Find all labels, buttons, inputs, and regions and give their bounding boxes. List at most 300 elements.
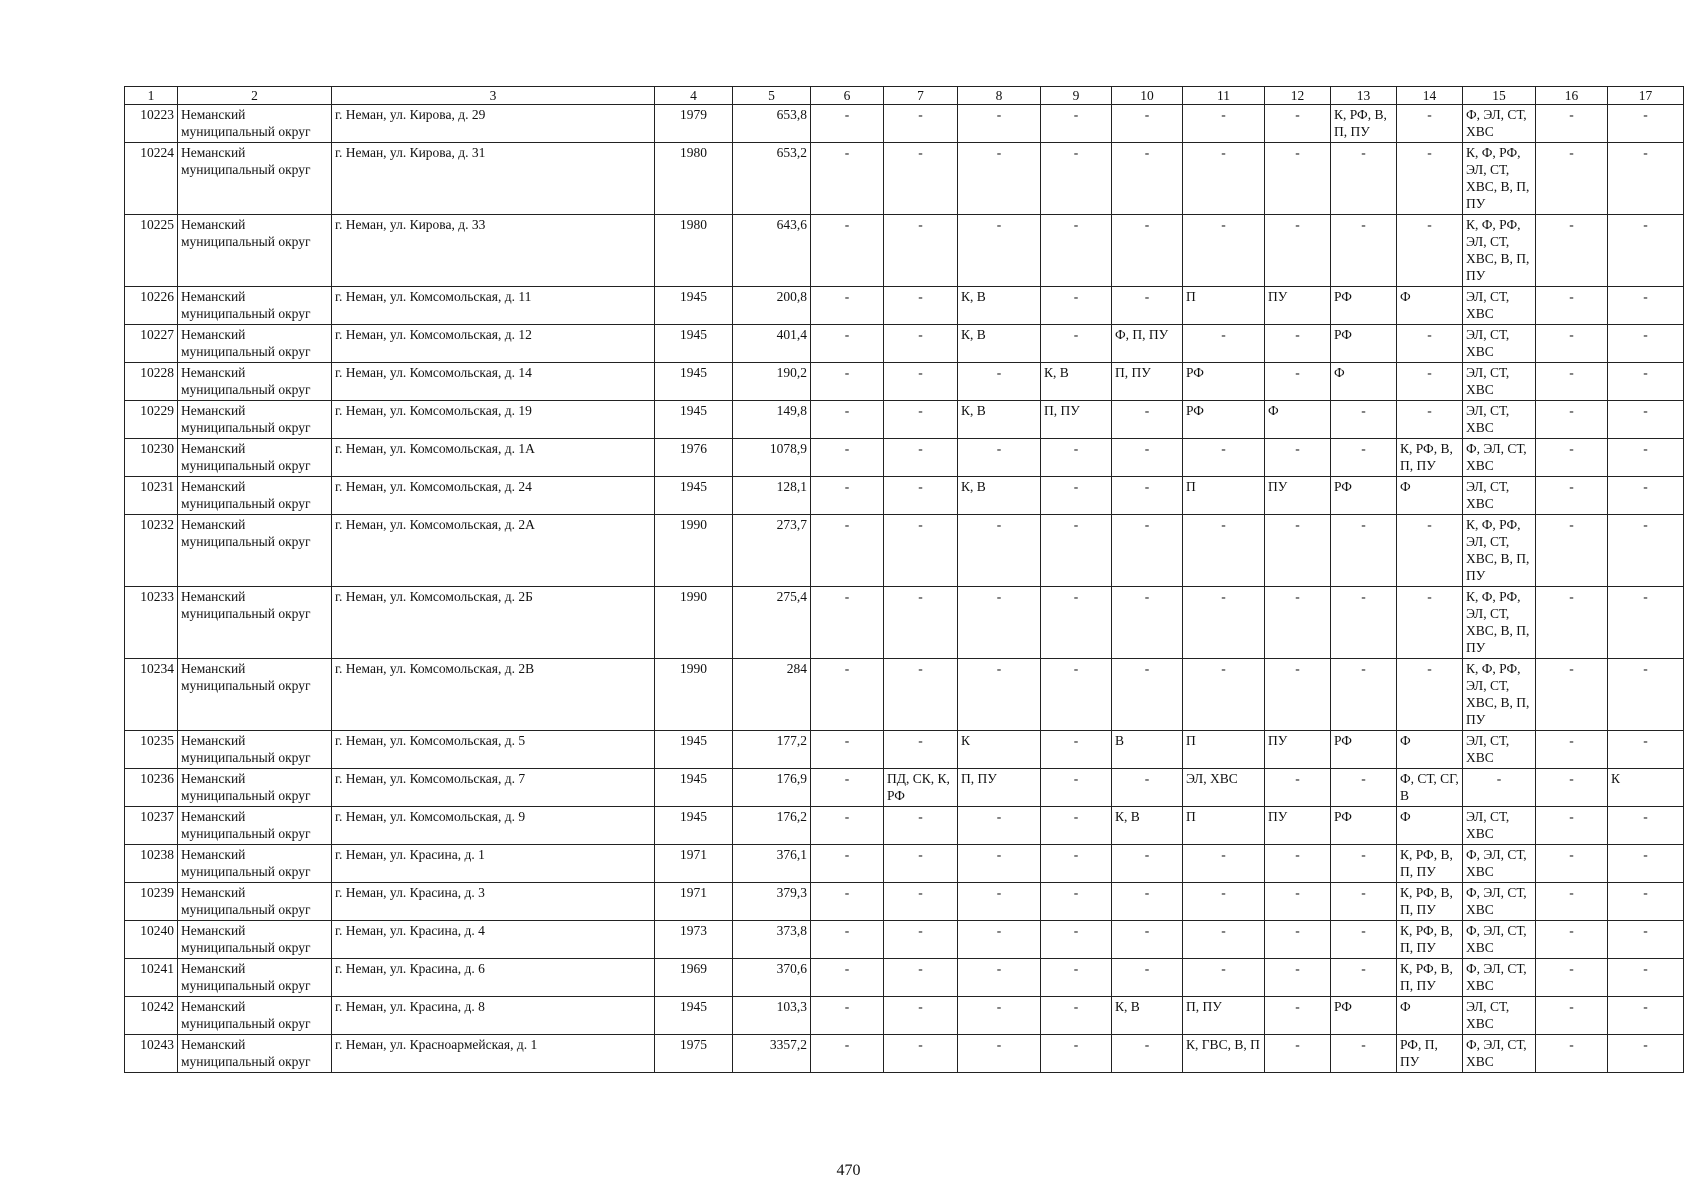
column-number-10: 10	[1112, 87, 1183, 105]
cell-col-16: -	[1536, 143, 1608, 215]
cell-col-3: г. Неман, ул. Кирова, д. 29	[332, 105, 655, 143]
cell-col-12: -	[1265, 105, 1331, 143]
cell-col-14: К, РФ, В, П, ПУ	[1397, 959, 1463, 997]
cell-col-2: Неманский муниципальный округ	[178, 105, 332, 143]
column-number-9: 9	[1041, 87, 1112, 105]
cell-col-7: -	[884, 959, 958, 997]
cell-col-15: ЭЛ, СТ, ХВС	[1463, 477, 1536, 515]
cell-col-6: -	[811, 325, 884, 363]
cell-col-17: -	[1608, 477, 1684, 515]
cell-col-12: -	[1265, 769, 1331, 807]
cell-col-15: ЭЛ, СТ, ХВС	[1463, 997, 1536, 1035]
cell-col-12: -	[1265, 1035, 1331, 1073]
cell-col-3: г. Неман, ул. Комсомольская, д. 24	[332, 477, 655, 515]
cell-col-9: -	[1041, 143, 1112, 215]
cell-col-5: 176,9	[733, 769, 811, 807]
cell-col-14: К, РФ, В, П, ПУ	[1397, 883, 1463, 921]
cell-col-11: -	[1183, 105, 1265, 143]
cell-col-8: -	[958, 659, 1041, 731]
cell-col-11: ЭЛ, ХВС	[1183, 769, 1265, 807]
cell-col-4: 1945	[655, 997, 733, 1035]
cell-col-7: -	[884, 659, 958, 731]
column-number-2: 2	[178, 87, 332, 105]
cell-col-6: -	[811, 807, 884, 845]
cell-col-10: -	[1112, 769, 1183, 807]
cell-col-13: РФ	[1331, 477, 1397, 515]
cell-col-9: -	[1041, 439, 1112, 477]
cell-col-6: -	[811, 287, 884, 325]
cell-col-3: г. Неман, ул. Комсомольская, д. 2А	[332, 515, 655, 587]
document-sheet	[124, 86, 1683, 1073]
cell-col-3: г. Неман, ул. Комсомольская, д. 7	[332, 769, 655, 807]
cell-col-1: 10223	[125, 105, 178, 143]
cell-col-10: -	[1112, 959, 1183, 997]
cell-col-5: 103,3	[733, 997, 811, 1035]
cell-col-7: -	[884, 997, 958, 1035]
cell-col-16: -	[1536, 515, 1608, 587]
cell-col-6: -	[811, 769, 884, 807]
cell-col-9: -	[1041, 845, 1112, 883]
column-number-4: 4	[655, 87, 733, 105]
cell-col-10: -	[1112, 921, 1183, 959]
cell-col-10: -	[1112, 587, 1183, 659]
cell-col-7: -	[884, 515, 958, 587]
cell-col-9: -	[1041, 883, 1112, 921]
cell-col-15: Ф, ЭЛ, СТ, ХВС	[1463, 105, 1536, 143]
table-row	[125, 959, 1684, 997]
cell-col-5: 275,4	[733, 587, 811, 659]
cell-col-6: -	[811, 477, 884, 515]
table-row	[125, 731, 1684, 769]
cell-col-1: 10228	[125, 363, 178, 401]
cell-col-6: -	[811, 363, 884, 401]
cell-col-12: Ф	[1265, 401, 1331, 439]
cell-col-8: -	[958, 921, 1041, 959]
cell-col-5: 177,2	[733, 731, 811, 769]
column-number-14: 14	[1397, 87, 1463, 105]
cell-col-2: Неманский муниципальный округ	[178, 325, 332, 363]
cell-col-5: 373,8	[733, 921, 811, 959]
cell-col-15: К, Ф, РФ, ЭЛ, СТ, ХВС, В, П, ПУ	[1463, 515, 1536, 587]
cell-col-12: -	[1265, 515, 1331, 587]
cell-col-12: -	[1265, 325, 1331, 363]
cell-col-14: К, РФ, В, П, ПУ	[1397, 439, 1463, 477]
cell-col-8: -	[958, 587, 1041, 659]
cell-col-15: -	[1463, 769, 1536, 807]
cell-col-13: -	[1331, 769, 1397, 807]
cell-col-7: ПД, СК, К, РФ	[884, 769, 958, 807]
cell-col-2: Неманский муниципальный округ	[178, 1035, 332, 1073]
cell-col-13: -	[1331, 921, 1397, 959]
cell-col-17: -	[1608, 143, 1684, 215]
cell-col-7: -	[884, 401, 958, 439]
cell-col-12: -	[1265, 143, 1331, 215]
cell-col-1: 10239	[125, 883, 178, 921]
cell-col-5: 176,2	[733, 807, 811, 845]
cell-col-8: -	[958, 807, 1041, 845]
cell-col-13: -	[1331, 143, 1397, 215]
table-row	[125, 883, 1684, 921]
cell-col-3: г. Неман, ул. Комсомольская, д. 12	[332, 325, 655, 363]
cell-col-16: -	[1536, 215, 1608, 287]
cell-col-2: Неманский муниципальный округ	[178, 143, 332, 215]
cell-col-11: П	[1183, 287, 1265, 325]
cell-col-2: Неманский муниципальный округ	[178, 363, 332, 401]
cell-col-11: П	[1183, 477, 1265, 515]
table-row	[125, 845, 1684, 883]
cell-col-11: -	[1183, 515, 1265, 587]
cell-col-1: 10243	[125, 1035, 178, 1073]
cell-col-8: -	[958, 845, 1041, 883]
cell-col-11: -	[1183, 883, 1265, 921]
cell-col-15: ЭЛ, СТ, ХВС	[1463, 731, 1536, 769]
cell-col-12: -	[1265, 587, 1331, 659]
cell-col-14: -	[1397, 659, 1463, 731]
cell-col-3: г. Неман, ул. Красноармейская, д. 1	[332, 1035, 655, 1073]
cell-col-12: ПУ	[1265, 477, 1331, 515]
cell-col-17: -	[1608, 287, 1684, 325]
cell-col-6: -	[811, 439, 884, 477]
cell-col-11: К, ГВС, В, П	[1183, 1035, 1265, 1073]
cell-col-6: -	[811, 883, 884, 921]
cell-col-8: -	[958, 143, 1041, 215]
cell-col-13: РФ	[1331, 731, 1397, 769]
cell-col-15: Ф, ЭЛ, СТ, ХВС	[1463, 883, 1536, 921]
cell-col-5: 653,8	[733, 105, 811, 143]
cell-col-5: 149,8	[733, 401, 811, 439]
cell-col-4: 1945	[655, 769, 733, 807]
cell-col-7: -	[884, 587, 958, 659]
cell-col-11: П	[1183, 807, 1265, 845]
cell-col-10: -	[1112, 105, 1183, 143]
cell-col-8: К	[958, 731, 1041, 769]
cell-col-10: -	[1112, 1035, 1183, 1073]
cell-col-5: 370,6	[733, 959, 811, 997]
cell-col-15: К, Ф, РФ, ЭЛ, СТ, ХВС, В, П, ПУ	[1463, 215, 1536, 287]
cell-col-14: РФ, П, ПУ	[1397, 1035, 1463, 1073]
cell-col-7: -	[884, 215, 958, 287]
cell-col-5: 1078,9	[733, 439, 811, 477]
cell-col-3: г. Неман, ул. Комсомольская, д. 11	[332, 287, 655, 325]
cell-col-15: Ф, ЭЛ, СТ, ХВС	[1463, 845, 1536, 883]
cell-col-16: -	[1536, 659, 1608, 731]
cell-col-8: -	[958, 105, 1041, 143]
cell-col-12: ПУ	[1265, 731, 1331, 769]
cell-col-9: К, В	[1041, 363, 1112, 401]
cell-col-14: -	[1397, 325, 1463, 363]
cell-col-8: -	[958, 215, 1041, 287]
cell-col-6: -	[811, 731, 884, 769]
cell-col-1: 10235	[125, 731, 178, 769]
cell-col-12: -	[1265, 883, 1331, 921]
cell-col-1: 10229	[125, 401, 178, 439]
cell-col-14: -	[1397, 587, 1463, 659]
cell-col-2: Неманский муниципальный округ	[178, 807, 332, 845]
cell-col-7: -	[884, 105, 958, 143]
cell-col-8: К, В	[958, 477, 1041, 515]
cell-col-4: 1945	[655, 363, 733, 401]
cell-col-13: -	[1331, 883, 1397, 921]
page-number: 470	[836, 1162, 861, 1179]
cell-col-11: -	[1183, 325, 1265, 363]
cell-col-17: -	[1608, 401, 1684, 439]
cell-col-3: г. Неман, ул. Красина, д. 4	[332, 921, 655, 959]
cell-col-3: г. Неман, ул. Красина, д. 8	[332, 997, 655, 1035]
cell-col-13: -	[1331, 215, 1397, 287]
cell-col-1: 10230	[125, 439, 178, 477]
cell-col-13: -	[1331, 515, 1397, 587]
cell-col-15: ЭЛ, СТ, ХВС	[1463, 325, 1536, 363]
cell-col-5: 273,7	[733, 515, 811, 587]
cell-col-13: РФ	[1331, 997, 1397, 1035]
cell-col-16: -	[1536, 921, 1608, 959]
cell-col-4: 1980	[655, 143, 733, 215]
housing-register-table	[124, 86, 1684, 1073]
cell-col-4: 1980	[655, 215, 733, 287]
cell-col-14: -	[1397, 515, 1463, 587]
cell-col-12: -	[1265, 997, 1331, 1035]
cell-col-4: 1945	[655, 807, 733, 845]
cell-col-13: -	[1331, 845, 1397, 883]
cell-col-1: 10225	[125, 215, 178, 287]
cell-col-17: -	[1608, 883, 1684, 921]
cell-col-6: -	[811, 215, 884, 287]
cell-col-11: -	[1183, 215, 1265, 287]
cell-col-1: 10224	[125, 143, 178, 215]
cell-col-14: К, РФ, В, П, ПУ	[1397, 921, 1463, 959]
cell-col-2: Неманский муниципальный округ	[178, 477, 332, 515]
cell-col-2: Неманский муниципальный округ	[178, 215, 332, 287]
cell-col-16: -	[1536, 1035, 1608, 1073]
cell-col-13: -	[1331, 439, 1397, 477]
cell-col-13: РФ	[1331, 325, 1397, 363]
cell-col-13: -	[1331, 959, 1397, 997]
cell-col-6: -	[811, 401, 884, 439]
cell-col-7: -	[884, 845, 958, 883]
cell-col-8: -	[958, 363, 1041, 401]
cell-col-2: Неманский муниципальный округ	[178, 845, 332, 883]
table-row	[125, 515, 1684, 587]
cell-col-4: 1990	[655, 659, 733, 731]
table-row	[125, 1035, 1684, 1073]
cell-col-10: В	[1112, 731, 1183, 769]
table-row	[125, 105, 1684, 143]
cell-col-8: К, В	[958, 325, 1041, 363]
cell-col-14: -	[1397, 105, 1463, 143]
cell-col-3: г. Неман, ул. Кирова, д. 31	[332, 143, 655, 215]
cell-col-12: -	[1265, 959, 1331, 997]
cell-col-1: 10226	[125, 287, 178, 325]
cell-col-1: 10241	[125, 959, 178, 997]
cell-col-6: -	[811, 105, 884, 143]
cell-col-11: П, ПУ	[1183, 997, 1265, 1035]
cell-col-11: -	[1183, 587, 1265, 659]
table-row	[125, 477, 1684, 515]
column-number-16: 16	[1536, 87, 1608, 105]
cell-col-4: 1971	[655, 883, 733, 921]
column-number-8: 8	[958, 87, 1041, 105]
cell-col-17: -	[1608, 659, 1684, 731]
cell-col-17: -	[1608, 959, 1684, 997]
cell-col-9: -	[1041, 807, 1112, 845]
cell-col-16: -	[1536, 997, 1608, 1035]
cell-col-9: -	[1041, 731, 1112, 769]
cell-col-9: -	[1041, 477, 1112, 515]
cell-col-14: Ф	[1397, 287, 1463, 325]
cell-col-15: К, Ф, РФ, ЭЛ, СТ, ХВС, В, П, ПУ	[1463, 143, 1536, 215]
cell-col-16: -	[1536, 439, 1608, 477]
table-row	[125, 363, 1684, 401]
cell-col-9: -	[1041, 105, 1112, 143]
cell-col-17: -	[1608, 363, 1684, 401]
cell-col-11: -	[1183, 959, 1265, 997]
cell-col-13: -	[1331, 1035, 1397, 1073]
cell-col-13: -	[1331, 659, 1397, 731]
cell-col-8: К, В	[958, 401, 1041, 439]
cell-col-7: -	[884, 143, 958, 215]
cell-col-4: 1945	[655, 287, 733, 325]
cell-col-3: г. Неман, ул. Комсомольская, д. 14	[332, 363, 655, 401]
header-row	[125, 87, 1684, 105]
cell-col-6: -	[811, 143, 884, 215]
cell-col-17: -	[1608, 587, 1684, 659]
cell-col-7: -	[884, 731, 958, 769]
cell-col-5: 3357,2	[733, 1035, 811, 1073]
column-number-6: 6	[811, 87, 884, 105]
cell-col-7: -	[884, 325, 958, 363]
cell-col-15: Ф, ЭЛ, СТ, ХВС	[1463, 439, 1536, 477]
cell-col-9: -	[1041, 659, 1112, 731]
cell-col-5: 379,3	[733, 883, 811, 921]
cell-col-4: 1969	[655, 959, 733, 997]
cell-col-10: П, ПУ	[1112, 363, 1183, 401]
cell-col-12: -	[1265, 845, 1331, 883]
cell-col-2: Неманский муниципальный округ	[178, 959, 332, 997]
table-row	[125, 287, 1684, 325]
cell-col-2: Неманский муниципальный округ	[178, 997, 332, 1035]
cell-col-4: 1945	[655, 477, 733, 515]
column-number-13: 13	[1331, 87, 1397, 105]
cell-col-15: ЭЛ, СТ, ХВС	[1463, 287, 1536, 325]
cell-col-4: 1976	[655, 439, 733, 477]
cell-col-6: -	[811, 1035, 884, 1073]
cell-col-7: -	[884, 477, 958, 515]
cell-col-1: 10237	[125, 807, 178, 845]
table-row	[125, 807, 1684, 845]
cell-col-9: -	[1041, 287, 1112, 325]
cell-col-1: 10242	[125, 997, 178, 1035]
cell-col-11: -	[1183, 921, 1265, 959]
cell-col-8: П, ПУ	[958, 769, 1041, 807]
cell-col-7: -	[884, 1035, 958, 1073]
cell-col-4: 1990	[655, 515, 733, 587]
cell-col-14: -	[1397, 363, 1463, 401]
cell-col-17: -	[1608, 997, 1684, 1035]
cell-col-5: 376,1	[733, 845, 811, 883]
cell-col-7: -	[884, 883, 958, 921]
cell-col-12: -	[1265, 439, 1331, 477]
cell-col-15: К, Ф, РФ, ЭЛ, СТ, ХВС, В, П, ПУ	[1463, 587, 1536, 659]
cell-col-16: -	[1536, 845, 1608, 883]
cell-col-10: -	[1112, 515, 1183, 587]
cell-col-17: -	[1608, 515, 1684, 587]
cell-col-12: ПУ	[1265, 807, 1331, 845]
cell-col-16: -	[1536, 325, 1608, 363]
column-number-5: 5	[733, 87, 811, 105]
table-row	[125, 769, 1684, 807]
cell-col-1: 10240	[125, 921, 178, 959]
cell-col-11: -	[1183, 659, 1265, 731]
cell-col-4: 1973	[655, 921, 733, 959]
cell-col-9: -	[1041, 1035, 1112, 1073]
cell-col-2: Неманский муниципальный округ	[178, 515, 332, 587]
cell-col-1: 10234	[125, 659, 178, 731]
cell-col-5: 401,4	[733, 325, 811, 363]
cell-col-15: Ф, ЭЛ, СТ, ХВС	[1463, 1035, 1536, 1073]
column-number-15: 15	[1463, 87, 1536, 105]
cell-col-3: г. Неман, ул. Комсомольская, д. 9	[332, 807, 655, 845]
cell-col-11: РФ	[1183, 363, 1265, 401]
cell-col-4: 1945	[655, 401, 733, 439]
cell-col-7: -	[884, 921, 958, 959]
cell-col-17: -	[1608, 1035, 1684, 1073]
cell-col-10: -	[1112, 659, 1183, 731]
cell-col-9: -	[1041, 997, 1112, 1035]
cell-col-3: г. Неман, ул. Комсомольская, д. 5	[332, 731, 655, 769]
column-number-header	[125, 87, 1684, 105]
cell-col-10: -	[1112, 215, 1183, 287]
cell-col-11: П	[1183, 731, 1265, 769]
cell-col-10: -	[1112, 883, 1183, 921]
cell-col-4: 1945	[655, 325, 733, 363]
cell-col-2: Неманский муниципальный округ	[178, 287, 332, 325]
cell-col-8: -	[958, 439, 1041, 477]
cell-col-2: Неманский муниципальный округ	[178, 769, 332, 807]
cell-col-17: -	[1608, 215, 1684, 287]
table-row	[125, 143, 1684, 215]
cell-col-3: г. Неман, ул. Кирова, д. 33	[332, 215, 655, 287]
cell-col-1: 10232	[125, 515, 178, 587]
cell-col-14: Ф	[1397, 731, 1463, 769]
cell-col-15: Ф, ЭЛ, СТ, ХВС	[1463, 959, 1536, 997]
cell-col-16: -	[1536, 587, 1608, 659]
cell-col-10: -	[1112, 477, 1183, 515]
cell-col-8: К, В	[958, 287, 1041, 325]
cell-col-14: -	[1397, 215, 1463, 287]
cell-col-17: -	[1608, 325, 1684, 363]
cell-col-6: -	[811, 587, 884, 659]
cell-col-1: 10236	[125, 769, 178, 807]
table-row	[125, 439, 1684, 477]
cell-col-8: -	[958, 883, 1041, 921]
cell-col-3: г. Неман, ул. Красина, д. 1	[332, 845, 655, 883]
cell-col-17: -	[1608, 439, 1684, 477]
cell-col-12: -	[1265, 363, 1331, 401]
column-number-7: 7	[884, 87, 958, 105]
cell-col-17: -	[1608, 921, 1684, 959]
cell-col-16: -	[1536, 401, 1608, 439]
cell-col-14: Ф	[1397, 997, 1463, 1035]
cell-col-14: Ф	[1397, 807, 1463, 845]
cell-col-5: 284	[733, 659, 811, 731]
cell-col-3: г. Неман, ул. Комсомольская, д. 2В	[332, 659, 655, 731]
cell-col-9: -	[1041, 769, 1112, 807]
cell-col-15: ЭЛ, СТ, ХВС	[1463, 363, 1536, 401]
cell-col-10: -	[1112, 143, 1183, 215]
cell-col-6: -	[811, 959, 884, 997]
cell-col-3: г. Неман, ул. Комсомольская, д. 1А	[332, 439, 655, 477]
cell-col-15: ЭЛ, СТ, ХВС	[1463, 401, 1536, 439]
